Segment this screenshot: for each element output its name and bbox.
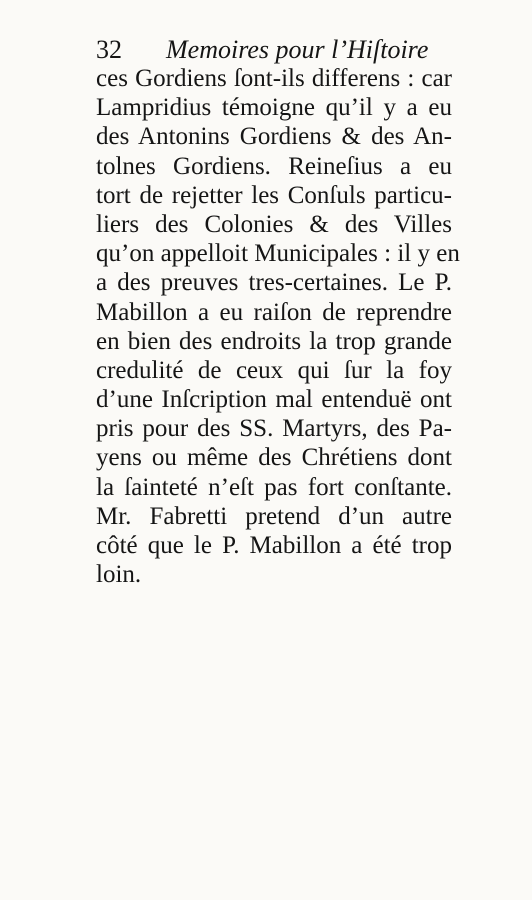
- page-number: 32: [96, 35, 122, 64]
- text-line: la ſainteté n’eſt pas fort conſtante.: [96, 473, 452, 501]
- page-header: [96, 34, 452, 66]
- text-line: a des preuves tres-certaines. Le P.: [96, 269, 452, 297]
- text-line: loin.: [96, 561, 142, 589]
- text-line: liers des Colonies & des Villes: [96, 210, 452, 238]
- text-line: Mabillon a eu raiſon de reprendre: [96, 298, 452, 326]
- text-line: credulité de ceux qui ſur la foy: [96, 356, 452, 384]
- text-line: pris pour des SS. Martyrs, des Pa-: [96, 415, 452, 443]
- running-head: Memoires pour l’Hiſtoire: [166, 35, 429, 64]
- text-line: Mr. Fabretti pretend d’un autre: [96, 502, 452, 530]
- body-text: [96, 64, 460, 589]
- text-line: côté que le P. Mabillon a été trop: [96, 532, 452, 559]
- text-line: ces Gordiens ſont-ils differens : car: [96, 65, 452, 92]
- text-line: d’une Inſcription mal entenduë ont: [96, 386, 452, 414]
- text-line: des Antonins Gordiens & des An-: [96, 123, 452, 151]
- text-line: tolnes Gordiens. Reineſius a eu: [96, 152, 452, 180]
- text-line: en bien des endroits la trop grande: [96, 327, 452, 355]
- text-line: yens ou même des Chrétiens dont: [96, 444, 452, 472]
- text-line: qu’on appelloit Municipales : il y en: [96, 240, 460, 268]
- text-line: tort de rejetter les Conſuls particu-: [96, 181, 452, 209]
- text-line: Lampridius témoigne qu’il y a eu: [96, 94, 452, 122]
